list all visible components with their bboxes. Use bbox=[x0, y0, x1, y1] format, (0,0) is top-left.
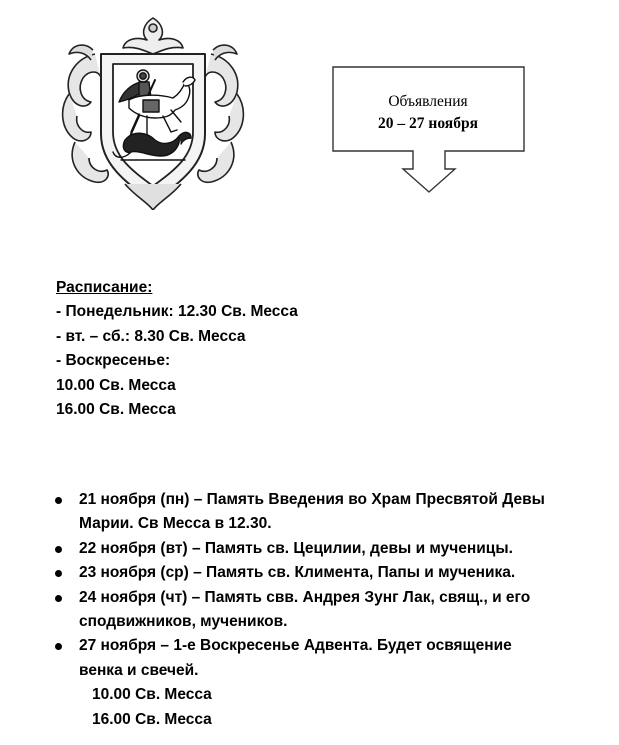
event-text-cont: венка и свечей. bbox=[79, 661, 199, 679]
announcement-title: Объявления bbox=[388, 93, 468, 110]
events-list bbox=[52, 488, 612, 732]
announcement-dates: 20 – 27 ноября bbox=[378, 115, 478, 132]
event-text: 22 ноября (вт) – Память св. Цецилии, девы и мученицы. bbox=[79, 539, 513, 557]
list-item bbox=[52, 586, 612, 635]
schedule-line: - вт. – сб.: 8.30 Св. Месса bbox=[56, 327, 246, 345]
list-item bbox=[52, 561, 612, 585]
bullet-icon bbox=[55, 643, 62, 650]
event-text: 24 ноября (чт) – Память свв. Андрея Зунг Лак, свящ., и его bbox=[79, 588, 531, 606]
schedule-heading: Расписание: bbox=[56, 279, 153, 296]
schedule-section bbox=[56, 276, 576, 422]
list-item bbox=[52, 537, 612, 561]
schedule-line: - Понедельник: 12.30 Св. Месса bbox=[56, 303, 298, 321]
event-text-cont: сподвижников, мучеников. bbox=[79, 613, 288, 631]
event-text-cont: Марии. Св Месса в 12.30. bbox=[79, 515, 272, 533]
coat-of-arms-logo bbox=[55, 14, 251, 210]
bullet-icon bbox=[55, 595, 62, 602]
event-text: 23 ноября (ср) – Память св. Климента, Папы и мученика. bbox=[79, 564, 516, 582]
sunday-mass-time: 10.00 Св. Месса bbox=[92, 686, 212, 704]
bullet-icon bbox=[55, 546, 62, 553]
schedule-line: 10.00 Св. Месса bbox=[56, 376, 176, 394]
schedule-line: 16.00 Св. Месса bbox=[56, 401, 176, 419]
bullet-icon bbox=[55, 497, 62, 504]
sunday-mass-time: 16.00 Св. Месса bbox=[92, 710, 212, 728]
event-text: 21 ноября (пн) – Память Введения во Храм Пресвятой Девы bbox=[79, 491, 545, 508]
bullet-icon bbox=[55, 570, 62, 577]
event-text: 27 ноября – 1-е Воскресенье Адвента. Будет освящение bbox=[79, 637, 512, 655]
announcement-callout bbox=[333, 91, 523, 135]
list-item bbox=[52, 488, 612, 537]
list-item bbox=[52, 634, 612, 683]
schedule-line: - Воскресенье: bbox=[56, 352, 171, 370]
